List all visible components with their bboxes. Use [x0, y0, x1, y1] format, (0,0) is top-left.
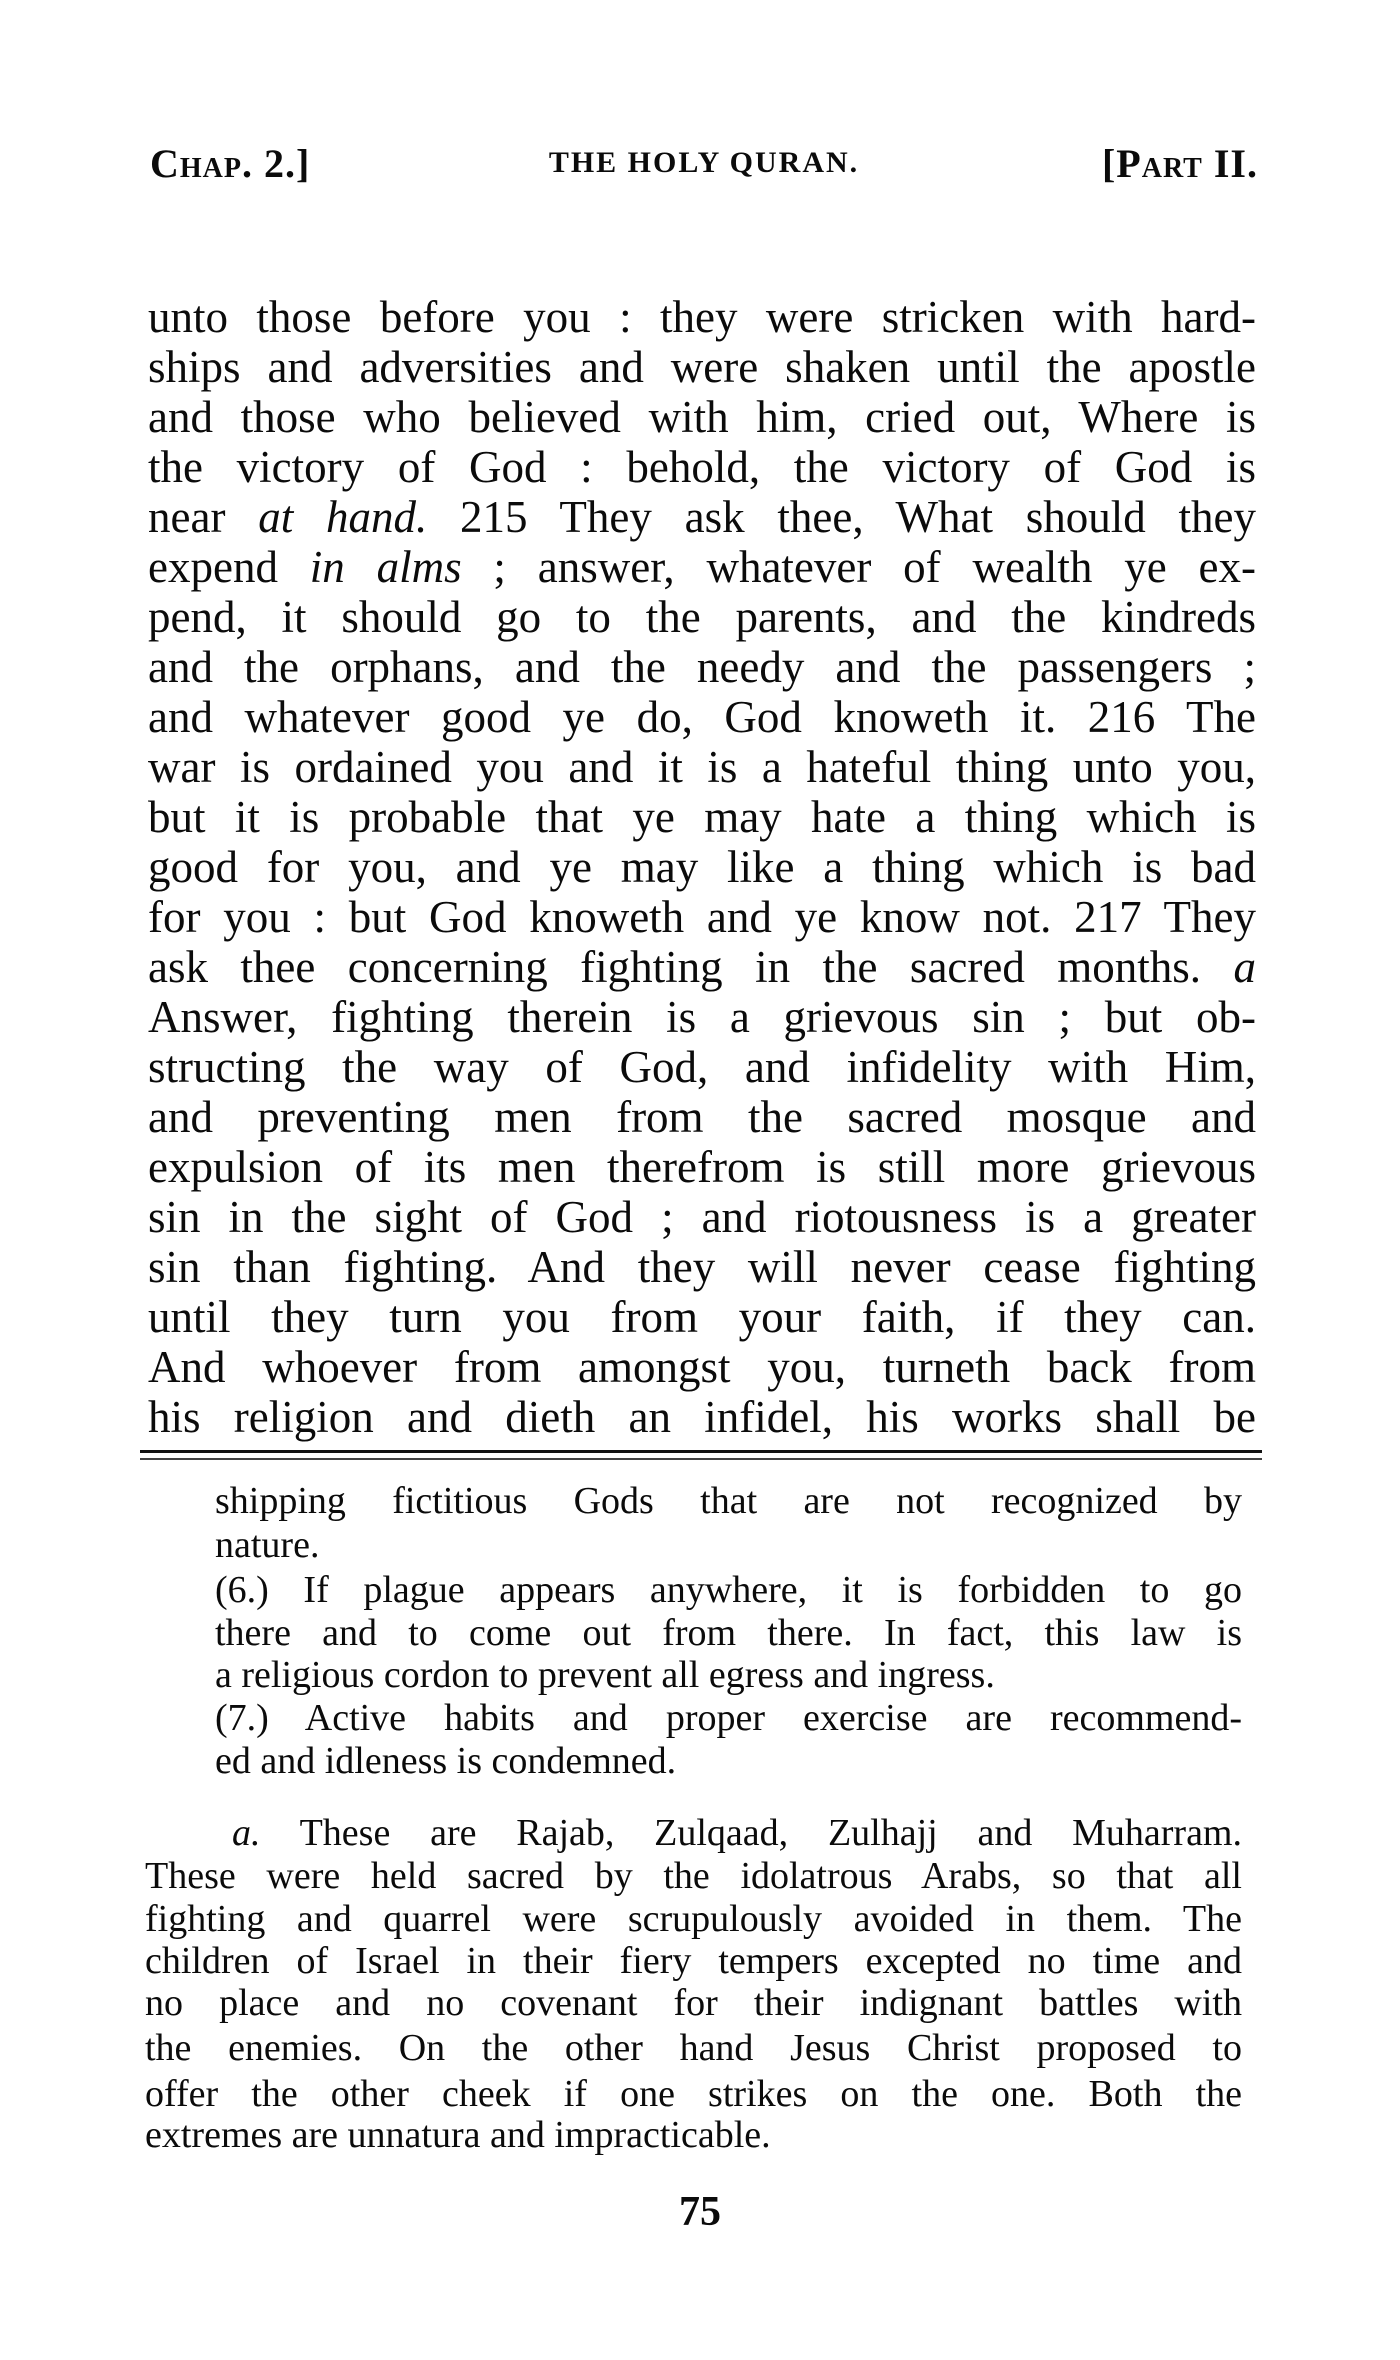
footnote-line: (6.) If plague appears anywhere, it is forbidden to go: [215, 1569, 1242, 1611]
text-span: near: [148, 492, 259, 542]
text-span: expend: [148, 542, 310, 592]
book-title: THE HOLY QURAN.: [548, 146, 860, 179]
text-line: Answer, fighting therein is a grievous sin ; but ob-: [148, 992, 1256, 1042]
part-label: [Part II.: [1101, 141, 1258, 186]
running-head: [150, 140, 1258, 190]
footnote-divider-secondary: [140, 1458, 1262, 1460]
footnote-line: no place and no covenant for their indignant battles with: [145, 1982, 1242, 2024]
text-line: good for you, and ye may like a thing which is bad: [148, 842, 1256, 892]
text-line: until they turn you from your faith, if they can.: [148, 1292, 1256, 1342]
text-line: structing the way of God, and infidelity with Him,: [148, 1042, 1256, 1092]
text-line: and preventing men from the sacred mosque and: [148, 1092, 1256, 1142]
footnote-line: the enemies. On the other hand Jesus Christ proposed to: [145, 2027, 1242, 2069]
text-line: and whatever good ye do, God knoweth it. 216 The: [148, 692, 1256, 742]
text-span: ; answer, whatever of wealth ye ex-: [461, 542, 1256, 592]
text-line: for you : but God knoweth and ye know not. 217 They: [148, 892, 1256, 942]
footnote-line: offer the other cheek if one strikes on the one. Both the: [145, 2073, 1242, 2115]
footnote-line: extremes are unnatura and impracticable.: [145, 2114, 771, 2156]
text-line: And whoever from amongst you, turneth back from: [148, 1342, 1256, 1392]
footnote-line: there and to come out from there. In fact, this law is: [215, 1612, 1242, 1654]
text-line: sin in the sight of God ; and riotousness is a greater: [148, 1192, 1256, 1242]
footnote-line: nature.: [215, 1524, 320, 1566]
footnote-line: (7.) Active habits and proper exercise are recommend-: [215, 1697, 1242, 1739]
footnote-line: fighting and quarrel were scrupulously avoided in them. The: [145, 1898, 1242, 1940]
text-line: war is ordained you and it is a hateful thing unto you,: [148, 742, 1256, 792]
footnote-line: shipping fictitious Gods that are not recognized by: [215, 1480, 1242, 1522]
page-number: 75: [679, 2189, 721, 2235]
footnote-line: ed and idleness is condemned.: [215, 1740, 677, 1782]
text-line: [148, 942, 1256, 992]
chapter-label: Chap. 2.]: [150, 141, 311, 186]
footnote-ref-a[interactable]: a: [1233, 942, 1256, 992]
footnote-marker-a: a.: [232, 1812, 261, 1854]
text-span: 215 They ask thee, What should they: [427, 492, 1256, 542]
text-line: [148, 542, 1256, 592]
italic-span: at hand.: [258, 492, 428, 542]
text-line: and the orphans, and the needy and the passengers ;: [148, 642, 1256, 692]
text-line: ships and adversities and were shaken until the apostle: [148, 342, 1256, 392]
footnote-line: a religious cordon to prevent all egress and ingress.: [215, 1654, 995, 1696]
text-line: [148, 492, 1256, 542]
text-line: expulsion of its men therefrom is still more grievous: [148, 1142, 1256, 1192]
footnote-line: children of Israel in their fiery tempers excepted no time and: [145, 1940, 1242, 1982]
text-span: These are Rajab, Zulqaad, Zulhajj and Muharram.: [299, 1812, 1242, 1854]
text-line: pend, it should go to the parents, and the kindreds: [148, 592, 1256, 642]
italic-span: in alms: [309, 542, 462, 592]
text-line: and those who believed with him, cried out, Where is: [148, 392, 1256, 442]
footnote-divider: [140, 1450, 1262, 1453]
text-line: sin than fighting. And they will never cease fighting: [148, 1242, 1256, 1292]
text-span: ask thee concerning fighting in the sacred months.: [148, 942, 1202, 992]
footnote-line: These were held sacred by the idolatrous Arabs, so that all: [145, 1855, 1242, 1897]
text-line: but it is probable that ye may hate a thing which is: [148, 792, 1256, 842]
text-line: the victory of God : behold, the victory of God is: [148, 442, 1256, 492]
text-line: unto those before you : they were stricken with hard-: [148, 292, 1256, 342]
text-line: his religion and dieth an infidel, his works shall be: [148, 1392, 1256, 1442]
footnote-a-first-line: [232, 1811, 1242, 1855]
